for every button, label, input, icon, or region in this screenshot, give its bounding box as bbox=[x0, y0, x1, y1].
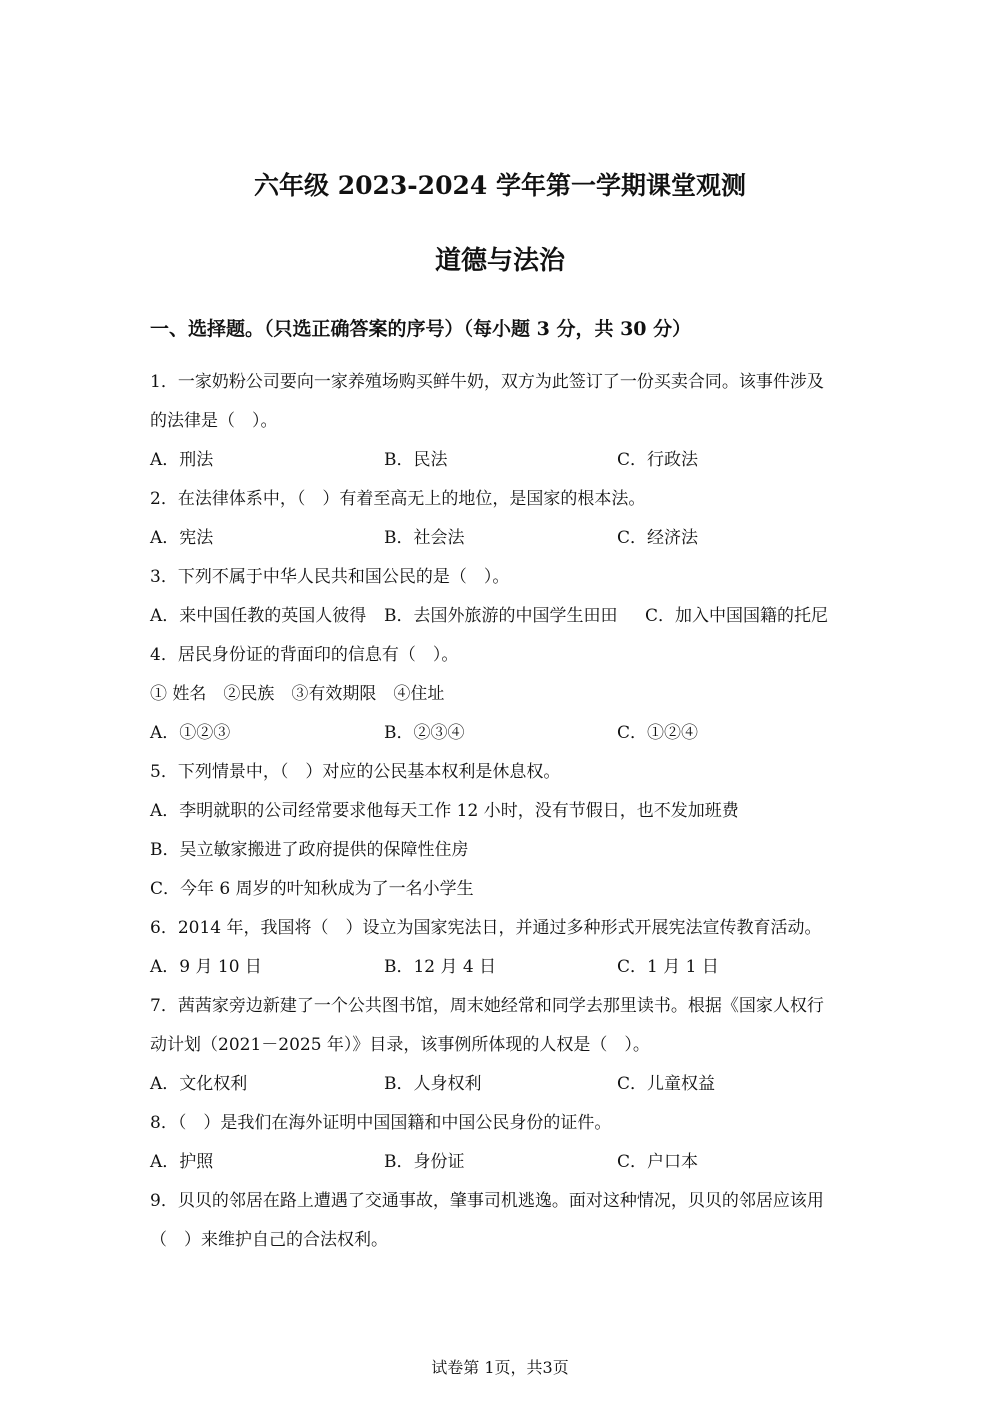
question-8-option-a: A．护照 bbox=[150, 1152, 214, 1172]
question-2-option-c: C．经济法 bbox=[617, 528, 699, 548]
question-5-option-c: C．今年 6 周岁的叶知秋成为了一名小学生 bbox=[150, 879, 474, 899]
question-5-line-1: 5．下列情景中，（ ）对应的公民基本权利是休息权。 bbox=[150, 762, 561, 782]
question-5-option-b: B．吴立敏家搬进了政府提供的保障性住房 bbox=[150, 840, 469, 860]
question-6-line-1: 6．2014 年，我国将（ ）设立为国家宪法日，并通过多种形式开展宪法宣传教育活动。 bbox=[150, 918, 822, 938]
question-4-choices-line: ① 姓名 ②民族 ③有效期限 ④住址 bbox=[150, 684, 445, 704]
question-3-option-b: B．去国外旅游的中国学生田田 bbox=[384, 606, 618, 626]
question-6-option-a: A．9 月 10 日 bbox=[150, 957, 262, 977]
question-4-option-b: B．②③④ bbox=[384, 723, 465, 743]
question-7-line-2: 动计划（2021－2025 年）》目录，该事例所体现的人权是（ ）。 bbox=[150, 1035, 650, 1055]
question-4-option-c: C．①②④ bbox=[617, 723, 699, 743]
question-7-option-a: A．文化权利 bbox=[150, 1074, 248, 1094]
question-1-line-1: 1．一家奶粉公司要向一家养殖场购买鲜牛奶，双方为此签订了一份买卖合同。该事件涉及 bbox=[150, 372, 824, 392]
subject-title: 道德与法治 bbox=[434, 246, 565, 276]
question-8-option-b: B．身份证 bbox=[384, 1152, 465, 1172]
section-heading: 一、选择题。（只选正确答案的序号）（每小题 3 分，共 30 分） bbox=[150, 318, 692, 340]
question-9-line-2: （ ）来维护自己的合法权利。 bbox=[150, 1230, 388, 1250]
question-1-option-a: A．刑法 bbox=[150, 450, 214, 470]
question-3-option-c: C．加入中国国籍的托尼 bbox=[645, 606, 829, 626]
question-2-line-1: 2．在法律体系中，（ ）有着至高无上的地位，是国家的根本法。 bbox=[150, 489, 646, 509]
question-1-option-c: C．行政法 bbox=[617, 450, 699, 470]
question-2-option-b: B．社会法 bbox=[384, 528, 465, 548]
question-8-option-c: C．户口本 bbox=[617, 1152, 699, 1172]
question-6-option-b: B．12 月 4 日 bbox=[384, 957, 497, 977]
question-7-option-b: B．人身权利 bbox=[384, 1074, 482, 1094]
question-1-line-2: 的法律是（ ）。 bbox=[150, 411, 278, 431]
question-4-line-1: 4．居民身份证的背面印的信息有（ ）。 bbox=[150, 645, 459, 665]
question-4-option-a: A．①②③ bbox=[150, 723, 231, 743]
question-9-line-1: 9．贝贝的邻居在路上遭遇了交通事故，肇事司机逃逸。面对这种情况，贝贝的邻居应该用 bbox=[150, 1191, 824, 1211]
question-1-option-b: B．民法 bbox=[384, 450, 448, 470]
question-3-line-1: 3．下列不属于中华人民共和国公民的是（ ）。 bbox=[150, 567, 510, 587]
question-5-option-a: A．李明就职的公司经常要求他每天工作 12 小时，没有节假日，也不发加班费 bbox=[150, 801, 739, 821]
question-2-option-a: A．宪法 bbox=[150, 528, 214, 548]
page-footer: 试卷第 1页，共3页 bbox=[431, 1358, 569, 1377]
question-3-option-a: A．来中国任教的英国人彼得 bbox=[150, 606, 367, 626]
question-7-line-1: 7．茜茜家旁边新建了一个公共图书馆，周末她经常和同学去那里读书。根据《国家人权行 bbox=[150, 996, 824, 1016]
exam-title: 六年级 2023-2024 学年第一学期课堂观测 bbox=[254, 171, 746, 200]
question-8-line-1: 8．（ ）是我们在海外证明中国国籍和中国公民身份的证件。 bbox=[150, 1113, 612, 1133]
question-7-option-c: C．儿童权益 bbox=[617, 1074, 716, 1094]
question-6-option-c: C．1 月 1 日 bbox=[617, 957, 719, 977]
